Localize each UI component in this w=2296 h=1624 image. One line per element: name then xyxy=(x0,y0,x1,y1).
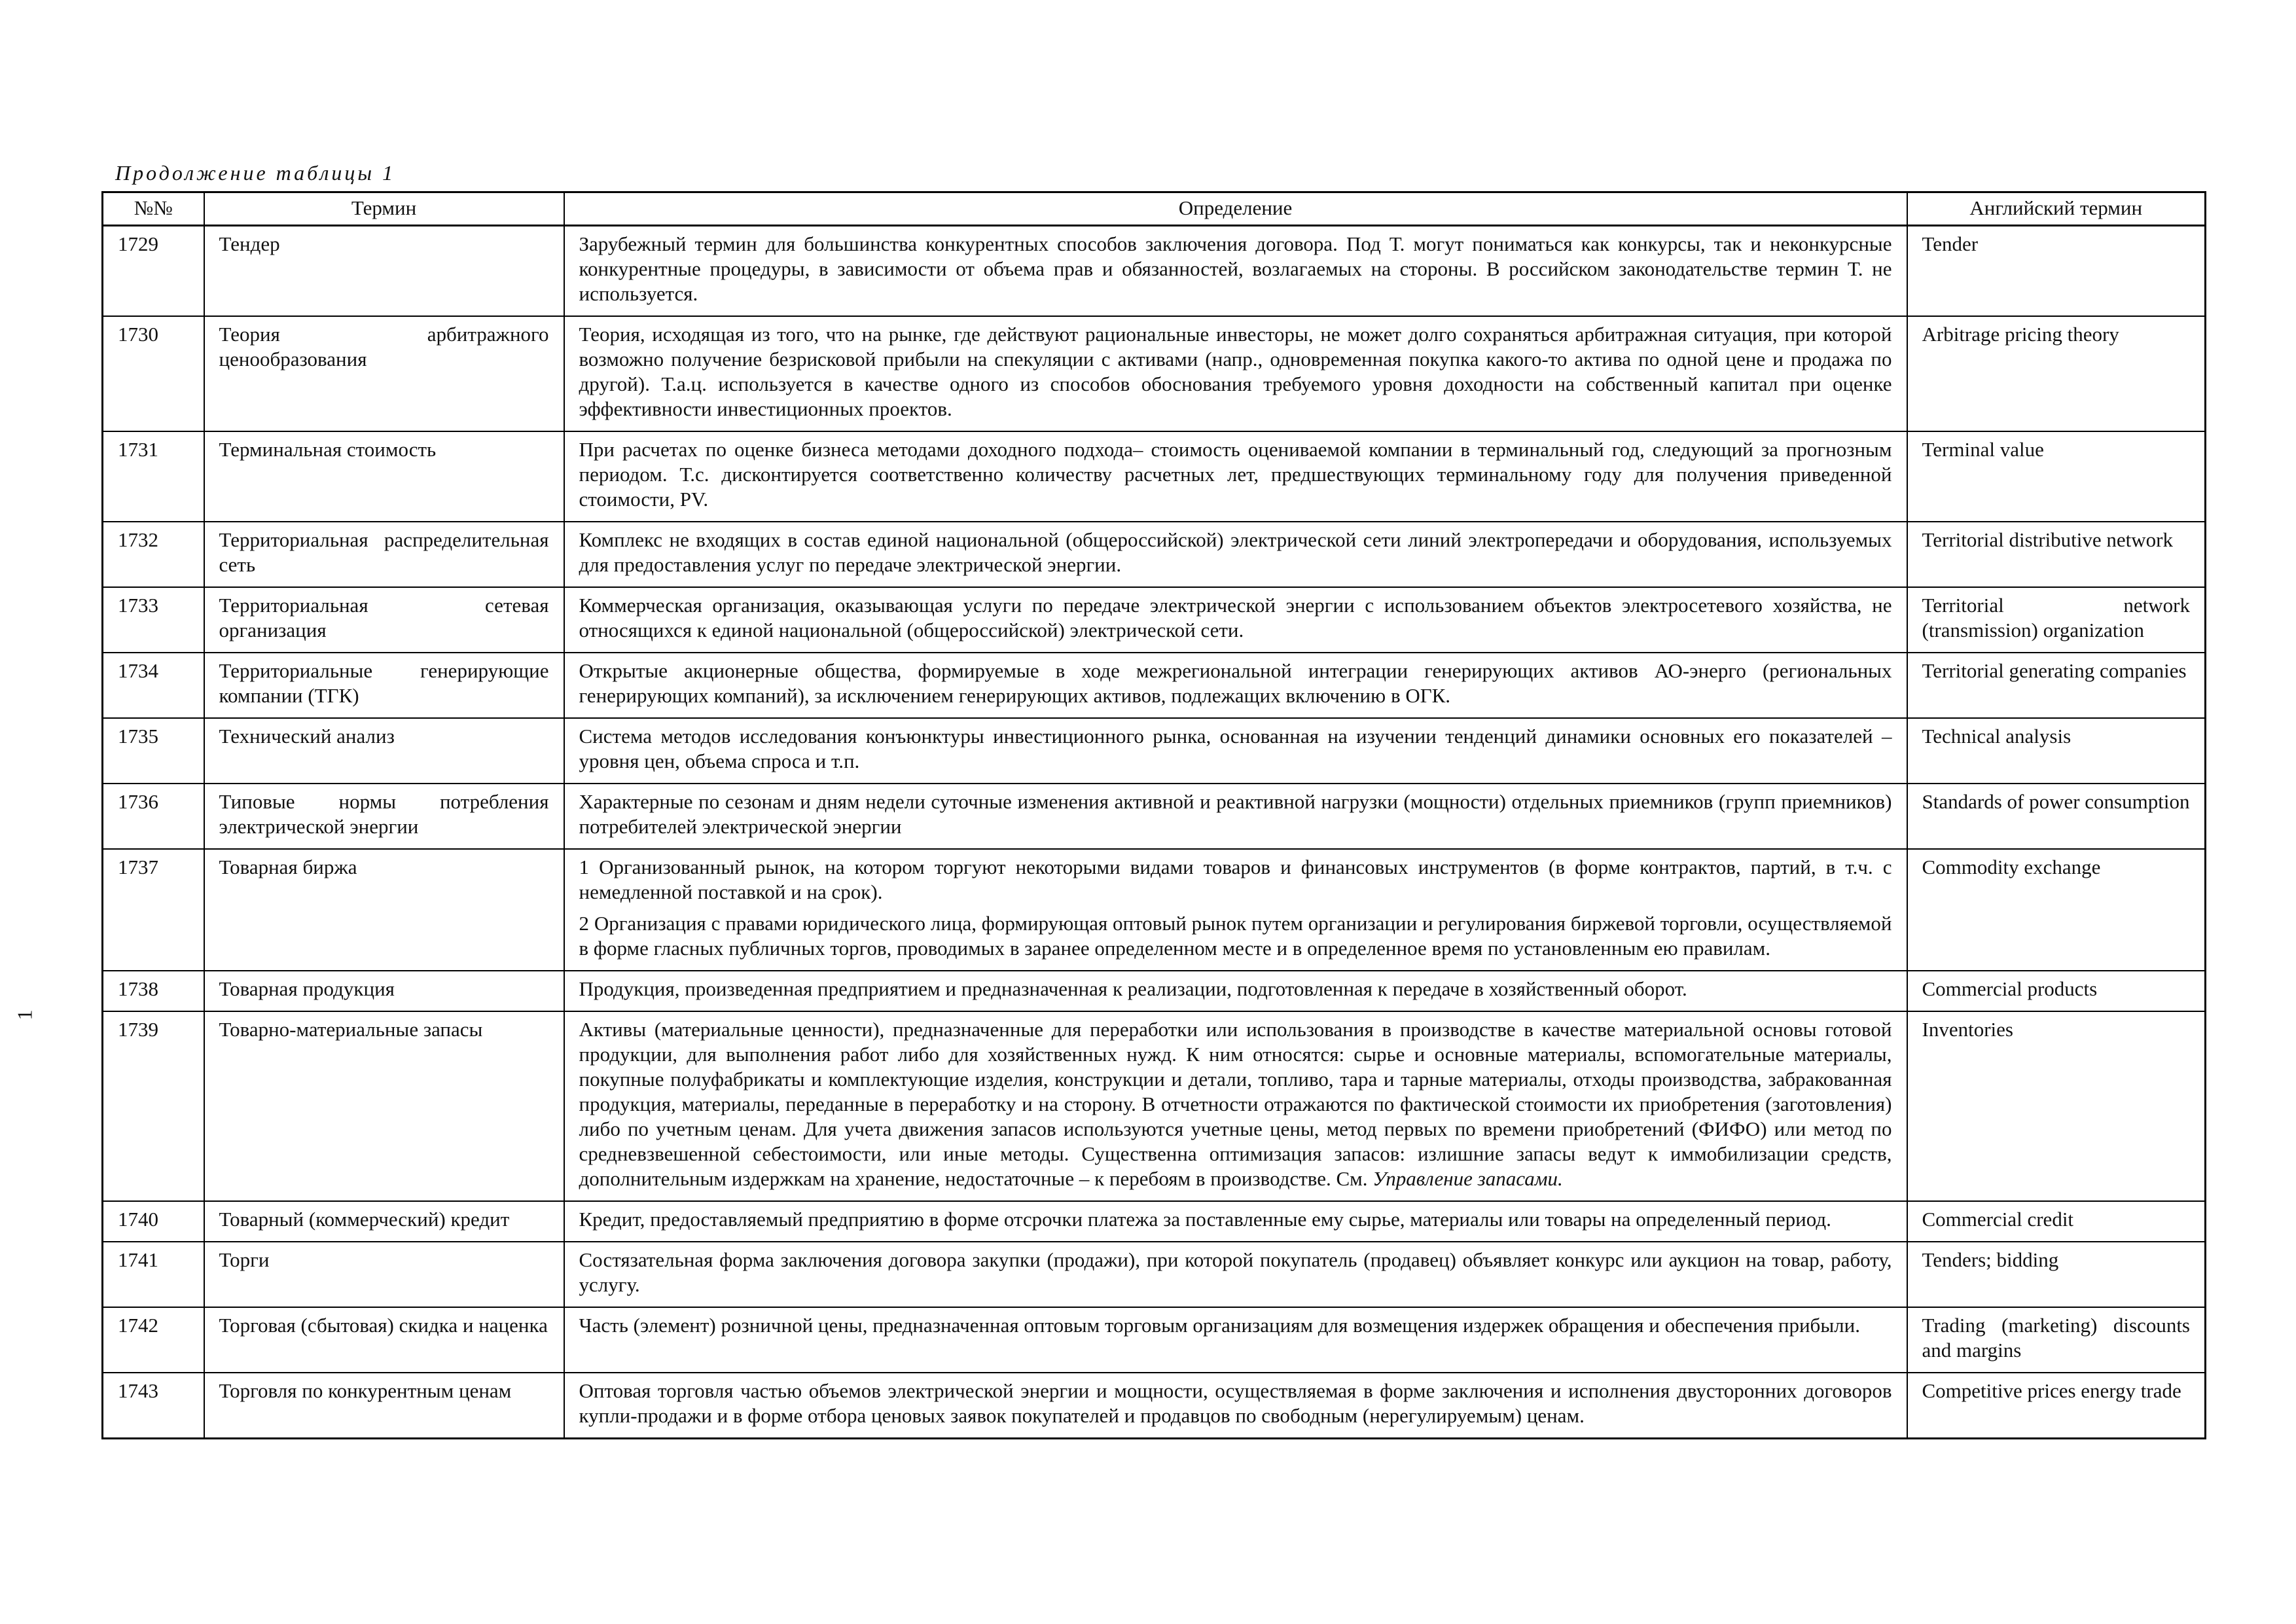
english-term-cell: Standards of power consumption xyxy=(1907,784,2206,849)
definition-paragraph xyxy=(579,789,1892,839)
side-page-number: 1 xyxy=(12,1009,37,1020)
row-number: 1741 xyxy=(103,1242,204,1307)
definition-cell xyxy=(564,653,1907,718)
definition-cell xyxy=(564,226,1907,317)
definition-paragraph xyxy=(579,437,1892,512)
definition-cell xyxy=(564,316,1907,431)
term-cell: Теория арбитражного ценообразования xyxy=(204,316,564,431)
definition-text: Система методов исследования конъюнктуры инвестиционного рынка, основанная на изучении тенденций динамики основных его показателей – уровня цен, объема спроса и т.п. xyxy=(579,725,1892,772)
definition-paragraph xyxy=(579,1248,1892,1297)
header-english: Английский термин xyxy=(1907,192,2206,226)
definition-text: Теория, исходящая из того, что на рынке, где действуют рациональные инвесторы, не может долго сохраняться арбитражная ситуация, при которой возможно получение безрисковой прибыли на спекуляции с активами (напр., одновременная покупка какого-то актива по одной цене и продажа по другой). Т.а.ц. используется в качестве одного из способов обоснования требуемого уровня доходности на собственный капитал при оценке эффективности инвестиционных проектов. xyxy=(579,323,1892,420)
english-term-cell: Technical analysis xyxy=(1907,718,2206,784)
definition-text: Коммерческая организация, оказывающая услуги по передаче электрической энергии с использованием объектов электросетевого хозяйства, не относящихся к единой национальной (общероссийской) электрической сети. xyxy=(579,594,1892,641)
row-number: 1735 xyxy=(103,718,204,784)
row-number: 1732 xyxy=(103,522,204,587)
definition-text: Кредит, предоставляемый предприятию в форме отсрочки платежа за поставленные ему сырье, материалы или товары на определенный период. xyxy=(579,1208,1831,1231)
table-row xyxy=(103,1242,2206,1307)
row-number: 1729 xyxy=(103,226,204,317)
english-term-cell: Territorial distributive network xyxy=(1907,522,2206,587)
row-number: 1737 xyxy=(103,849,204,971)
term-cell: Тендер xyxy=(204,226,564,317)
table-row xyxy=(103,1201,2206,1242)
term-cell: Торги xyxy=(204,1242,564,1307)
definition-cell xyxy=(564,522,1907,587)
definition-text: Продукция, произведенная предприятием и предназначенная к реализации, подготовленная к передаче в хозяйственный оборот. xyxy=(579,977,1687,1000)
header-term: Термин xyxy=(204,192,564,226)
term-cell: Территориальные генерирующие компании (ТГК) xyxy=(204,653,564,718)
definition-paragraph xyxy=(579,1379,1892,1428)
table-caption: Продолжение таблицы 1 xyxy=(115,161,396,185)
english-term-cell: Inventories xyxy=(1907,1011,2206,1201)
header-num: №№ xyxy=(103,192,204,226)
table-row xyxy=(103,587,2206,653)
definition-cell xyxy=(564,784,1907,849)
english-term-cell: Arbitrage pricing theory xyxy=(1907,316,2206,431)
definition-cell xyxy=(564,1242,1907,1307)
header-definition: Определение xyxy=(564,192,1907,226)
english-term-cell: Terminal value xyxy=(1907,431,2206,522)
term-cell: Территориальная сетевая организация xyxy=(204,587,564,653)
definition-text: Комплекс не входящих в состав единой национальной (общероссийской) электрической сети линий электропередачи и оборудования, используемых для предоставления услуг по передаче электрической энергии. xyxy=(579,528,1892,576)
term-cell: Товарная биржа xyxy=(204,849,564,971)
glossary-table xyxy=(101,191,2206,1439)
english-term-cell: Trading (marketing) discounts and margins xyxy=(1907,1307,2206,1373)
row-number: 1743 xyxy=(103,1373,204,1439)
row-number: 1733 xyxy=(103,587,204,653)
table-row xyxy=(103,718,2206,784)
definition-cell xyxy=(564,718,1907,784)
term-cell: Товарная продукция xyxy=(204,971,564,1011)
english-term-cell: Tenders; bidding xyxy=(1907,1242,2206,1307)
row-number: 1738 xyxy=(103,971,204,1011)
table-row xyxy=(103,849,2206,971)
row-number: 1730 xyxy=(103,316,204,431)
definition-text: Оптовая торговля частью объемов электрической энергии и мощности, осуществляемая в форме заключения и исполнения двусторонних договоров купли-продажи и в форме отбора ценовых заявок покупателей и продавцов по свободным (нерегулируемым) ценам. xyxy=(579,1379,1892,1427)
term-cell: Технический анализ xyxy=(204,718,564,784)
table-row xyxy=(103,431,2206,522)
definition-paragraph xyxy=(579,1207,1892,1232)
definition-text: Часть (элемент) розничной цены, предназначенная оптовым торговым организациям для возмещения издержек обращения и обеспечения прибыли. xyxy=(579,1314,1860,1337)
term-cell: Торговля по конкурентным ценам xyxy=(204,1373,564,1439)
definition-cell xyxy=(564,587,1907,653)
term-cell: Товарный (коммерческий) кредит xyxy=(204,1201,564,1242)
table-body xyxy=(103,226,2206,1439)
table-row xyxy=(103,653,2206,718)
definition-paragraph xyxy=(579,1017,1892,1191)
definition-paragraph xyxy=(579,593,1892,643)
english-term-cell: Tender xyxy=(1907,226,2206,317)
table-row xyxy=(103,971,2206,1011)
row-number: 1740 xyxy=(103,1201,204,1242)
term-cell: Товарно-материальные запасы xyxy=(204,1011,564,1201)
definition-cell xyxy=(564,971,1907,1011)
english-term-cell: Territorial network (transmission) organization xyxy=(1907,587,2206,653)
definition-paragraph xyxy=(579,528,1892,577)
definition-paragraph xyxy=(579,911,1892,961)
row-number: 1734 xyxy=(103,653,204,718)
definition-text: Открытые акционерные общества, формируемые в ходе межрегиональной интеграции генерирующих активов АО-энерго (региональных генерирующих компаний), за исключением генерирующих активов, подлежащих включению в ОГК. xyxy=(579,659,1892,707)
definition-paragraph xyxy=(579,232,1892,306)
english-term-cell: Territorial generating companies xyxy=(1907,653,2206,718)
table-row xyxy=(103,1373,2206,1439)
table-row xyxy=(103,1011,2206,1201)
definition-cell xyxy=(564,1201,1907,1242)
definition-text: Активы (материальные ценности), предназначенные для переработки или использования в производстве в качестве материальной основы готовой продукции, для выполнения работ либо для хозяйственных нужд. К ним относятся: сырье и основные материалы, вспомогательные материалы, покупные полуфабрикаты и комплектующие изделия, конструкции и детали, топливо, тара и тарные материалы, отходы производства, забракованная продукция, материалы, переданные в переработку и на сторону. В отчетности отражаются по фактической стоимости их приобретения (заготовления) либо по учетным ценам. Для учета движения запасов используются учетные цены, метод первых по времени приобретений (ФИФО) или метод по средневзвешенной себестоимости, или иные методы. Существенна оптимизация запасов: излишние запасы ведут к иммобилизации средств, дополнительным издержкам на хранение, недостаточные – к перебоям в производстве. См. xyxy=(579,1018,1892,1190)
term-cell: Торговая (сбытовая) скидка и наценка xyxy=(204,1307,564,1373)
definition-cell xyxy=(564,1373,1907,1439)
definition-paragraph xyxy=(579,322,1892,422)
english-term-cell: Competitive prices energy trade xyxy=(1907,1373,2206,1439)
term-cell: Территориальная распределительная сеть xyxy=(204,522,564,587)
definition-cell xyxy=(564,849,1907,971)
definition-text: Состязательная форма заключения договора закупки (продажи), при которой покупатель (продавец) объявляет конкурс или аукцион на товар, работу, услугу. xyxy=(579,1248,1892,1296)
row-number: 1742 xyxy=(103,1307,204,1373)
table-row xyxy=(103,316,2206,431)
definition-paragraph xyxy=(579,855,1892,905)
table-header-row xyxy=(103,192,2206,226)
definition-text: 1 Организованный рынок, на котором торгуют некоторыми видами товаров и финансовых инструментов (в форме контрактов, партий, в т.ч. с немедленной поставкой и на срок). xyxy=(579,856,1892,903)
definition-text: Зарубежный термин для большинства конкурентных способов заключения договора. Под Т. могут пониматься как конкурсы, так и неконкурсные конкурентные процедуры, в зависимости от объема прав и обязанностей, возлагаемых на стороны. В российском законодательстве термин Т. не используется. xyxy=(579,232,1892,305)
row-number: 1731 xyxy=(103,431,204,522)
row-number: 1739 xyxy=(103,1011,204,1201)
definition-paragraph xyxy=(579,977,1892,1001)
table-row xyxy=(103,522,2206,587)
english-term-cell: Commodity exchange xyxy=(1907,849,2206,971)
term-cell: Типовые нормы потребления электрической энергии xyxy=(204,784,564,849)
definition-cell xyxy=(564,1011,1907,1201)
definition-paragraph xyxy=(579,659,1892,708)
definition-cell xyxy=(564,1307,1907,1373)
table-row xyxy=(103,1307,2206,1373)
definition-text: При расчетах по оценке бизнеса методами доходного подхода– стоимость оцениваемой компании в терминальный год, следующий за прогнозным периодом. Т.с. дисконтируется соответственно количеству расчетных лет, предшествующих терминальному году для получения приведенной стоимости, PV. xyxy=(579,438,1892,511)
english-term-cell: Commercial products xyxy=(1907,971,2206,1011)
definition-text: Характерные по сезонам и дням недели суточные изменения активной и реактивной нагрузки (мощности) отдельных приемников (групп приемников) потребителей электрической энергии xyxy=(579,790,1892,838)
definition-text: 2 Организация с правами юридического лица, формирующая оптовый рынок путем организации и регулирования биржевой торговли, осуществляемой в форме гласных публичных торгов, проводимых в заранее определенном месте и в определенное время по установленным ею правилам. xyxy=(579,912,1892,960)
term-cell: Терминальная стоимость xyxy=(204,431,564,522)
table-row xyxy=(103,226,2206,317)
definition-paragraph xyxy=(579,1313,1892,1338)
definition-cell xyxy=(564,431,1907,522)
table-row xyxy=(103,784,2206,849)
definition-paragraph xyxy=(579,724,1892,774)
row-number: 1736 xyxy=(103,784,204,849)
cross-reference-link[interactable]: Управление запасами. xyxy=(1372,1167,1563,1190)
english-term-cell: Commercial credit xyxy=(1907,1201,2206,1242)
